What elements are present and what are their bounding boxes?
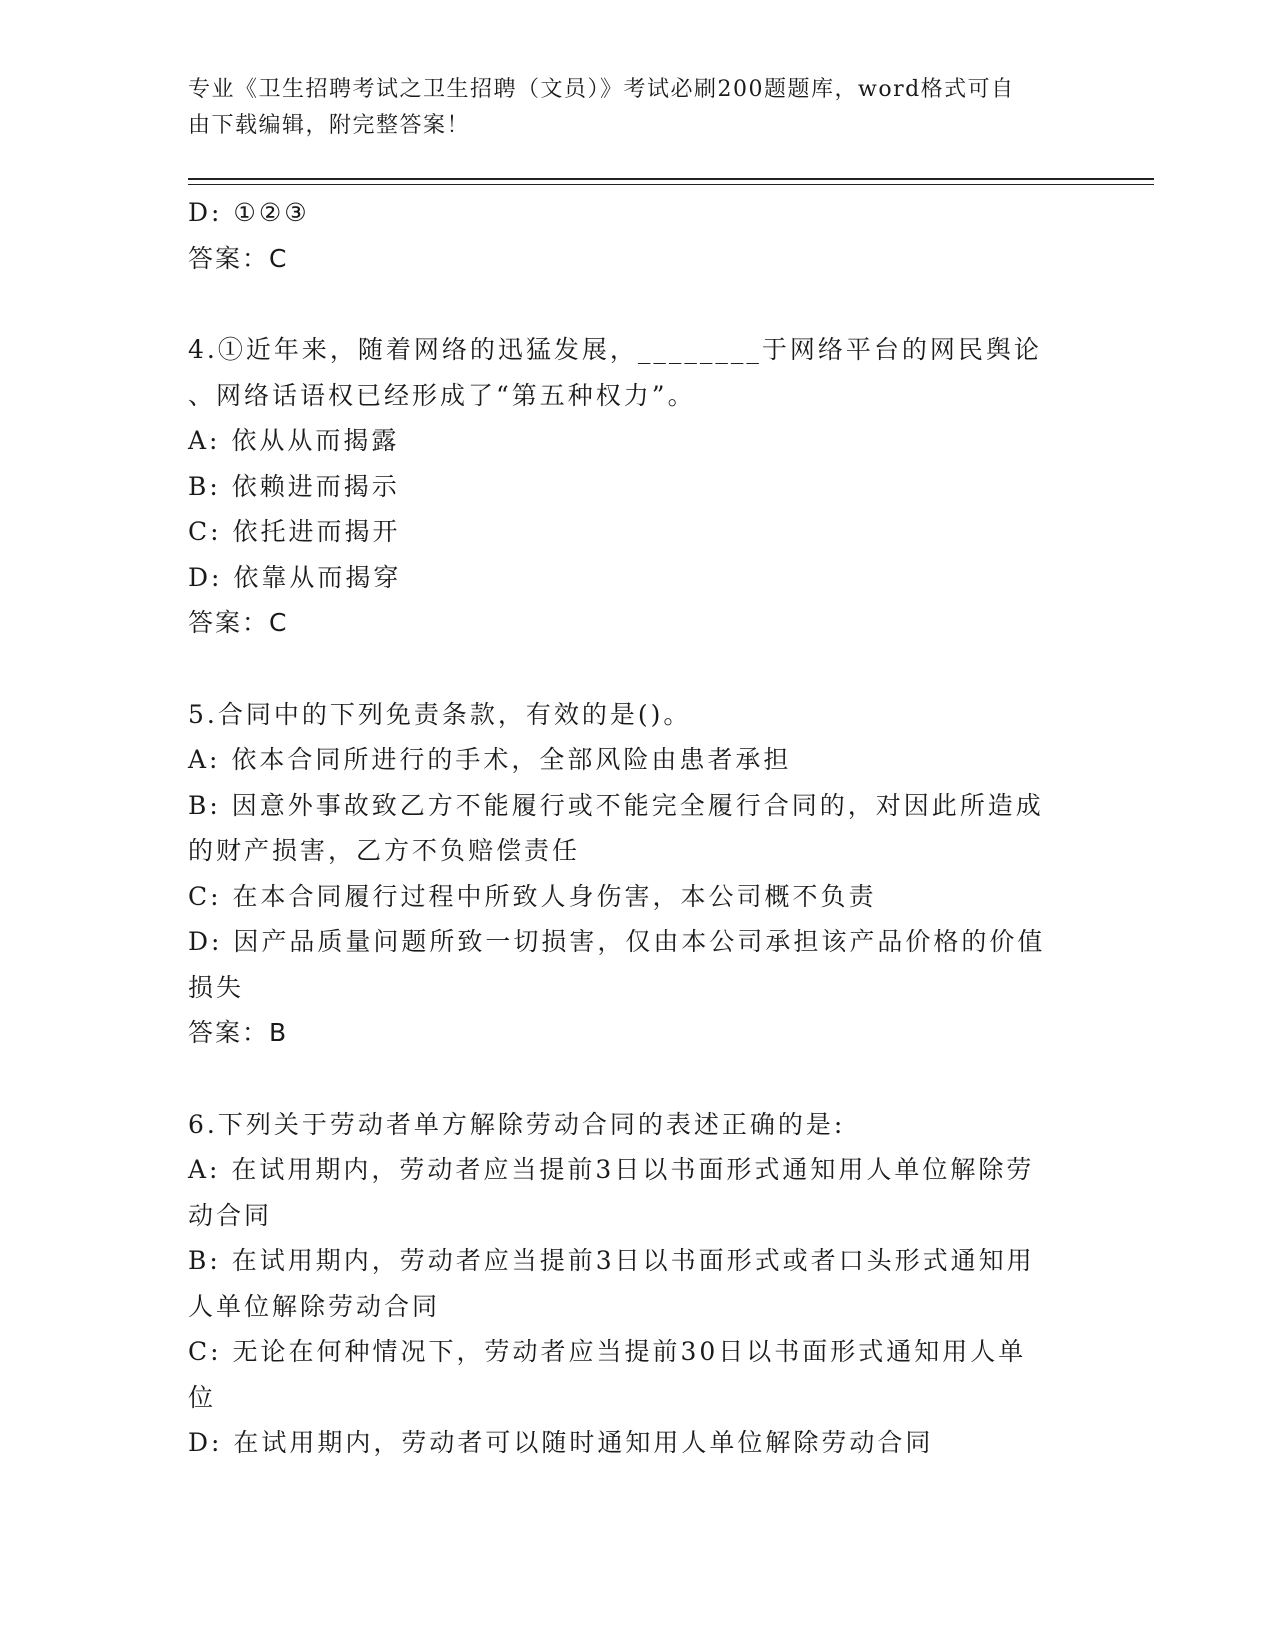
header-divider-thin (188, 184, 1154, 185)
q5-answer: 答案：B (188, 1018, 289, 1047)
q5-option-b-line-1: B: 因意外事故致乙方不能履行或不能完全履行合同的，对因此所造成 (188, 790, 1044, 820)
question-3 (188, 190, 1088, 281)
q3-answer: 答案：C (188, 243, 289, 273)
question-5 (188, 692, 1088, 1056)
q4-option-c: C: 依托进而揭开 (188, 517, 401, 546)
q6-option-a-line-1: A: 在试用期内，劳动者应当提前3日以书面形式通知用人单位解除劳 (188, 1155, 1035, 1184)
q5-option-c: C: 在本合同履行过程中所致人身伤害，本公司概不负责 (188, 881, 877, 911)
q6-stem: 6.下列关于劳动者单方解除劳动合同的表述正确的是: (188, 1109, 846, 1139)
q5-stem: 5.合同中的下列免责条款，有效的是()。 (188, 699, 692, 729)
question-4 (188, 327, 1088, 646)
q3-option-d: D: ①②③ (188, 198, 310, 227)
spacer (188, 646, 1088, 692)
q4-option-b: B: 依赖进而揭示 (188, 471, 400, 501)
header-title-line-2: 由下载编辑，附完整答案！ (188, 113, 471, 138)
header-divider-thick (188, 178, 1154, 180)
q4-option-a: A: 依从从而揭露 (188, 426, 400, 455)
spacer (188, 281, 1088, 327)
q4-answer: 答案：C (188, 608, 289, 637)
q6-option-c-line-2: 位 (188, 1382, 217, 1412)
q6-option-a-line-2: 动合同 (188, 1200, 273, 1230)
q6-option-b-line-1: B: 在试用期内，劳动者应当提前3日以书面形式或者口头形式通知用 (188, 1246, 1035, 1275)
spacer (188, 1056, 1088, 1102)
q6-option-b-line-2: 人单位解除劳动合同 (188, 1291, 441, 1321)
q4-stem-line-2: 、网络话语权已经形成了“第五种权力”。 (188, 380, 696, 410)
q6-option-c-line-1: C: 无论在何种情况下，劳动者应当提前30日以书面形式通知用人单 (188, 1337, 1027, 1366)
q5-option-d-line-1: D: 因产品质量问题所致一切损害，仅由本公司承担该产品价格的价值 (188, 927, 1046, 956)
q5-option-a: A: 依本合同所进行的手术，全部风险由患者承担 (188, 745, 792, 774)
question-content (188, 190, 1088, 1466)
question-6 (188, 1102, 1088, 1466)
q5-option-b-line-2: 的财产损害，乙方不负赔偿责任 (188, 836, 581, 865)
q5-option-d-line-2: 损失 (188, 972, 245, 1002)
page-header (188, 72, 1078, 144)
q4-option-d: D: 依靠从而揭穿 (188, 562, 402, 592)
q6-option-d: D: 在试用期内，劳动者可以随时通知用人单位解除劳动合同 (188, 1428, 934, 1457)
header-title-line-1: 专业《卫生招聘考试之卫生招聘（文员）》考试必刷200题题库，word格式可自 (188, 77, 1015, 102)
q4-stem-line-1: 4.①近年来，随着网络的迅猛发展，________于网络平台的网民舆论 (188, 335, 1042, 364)
